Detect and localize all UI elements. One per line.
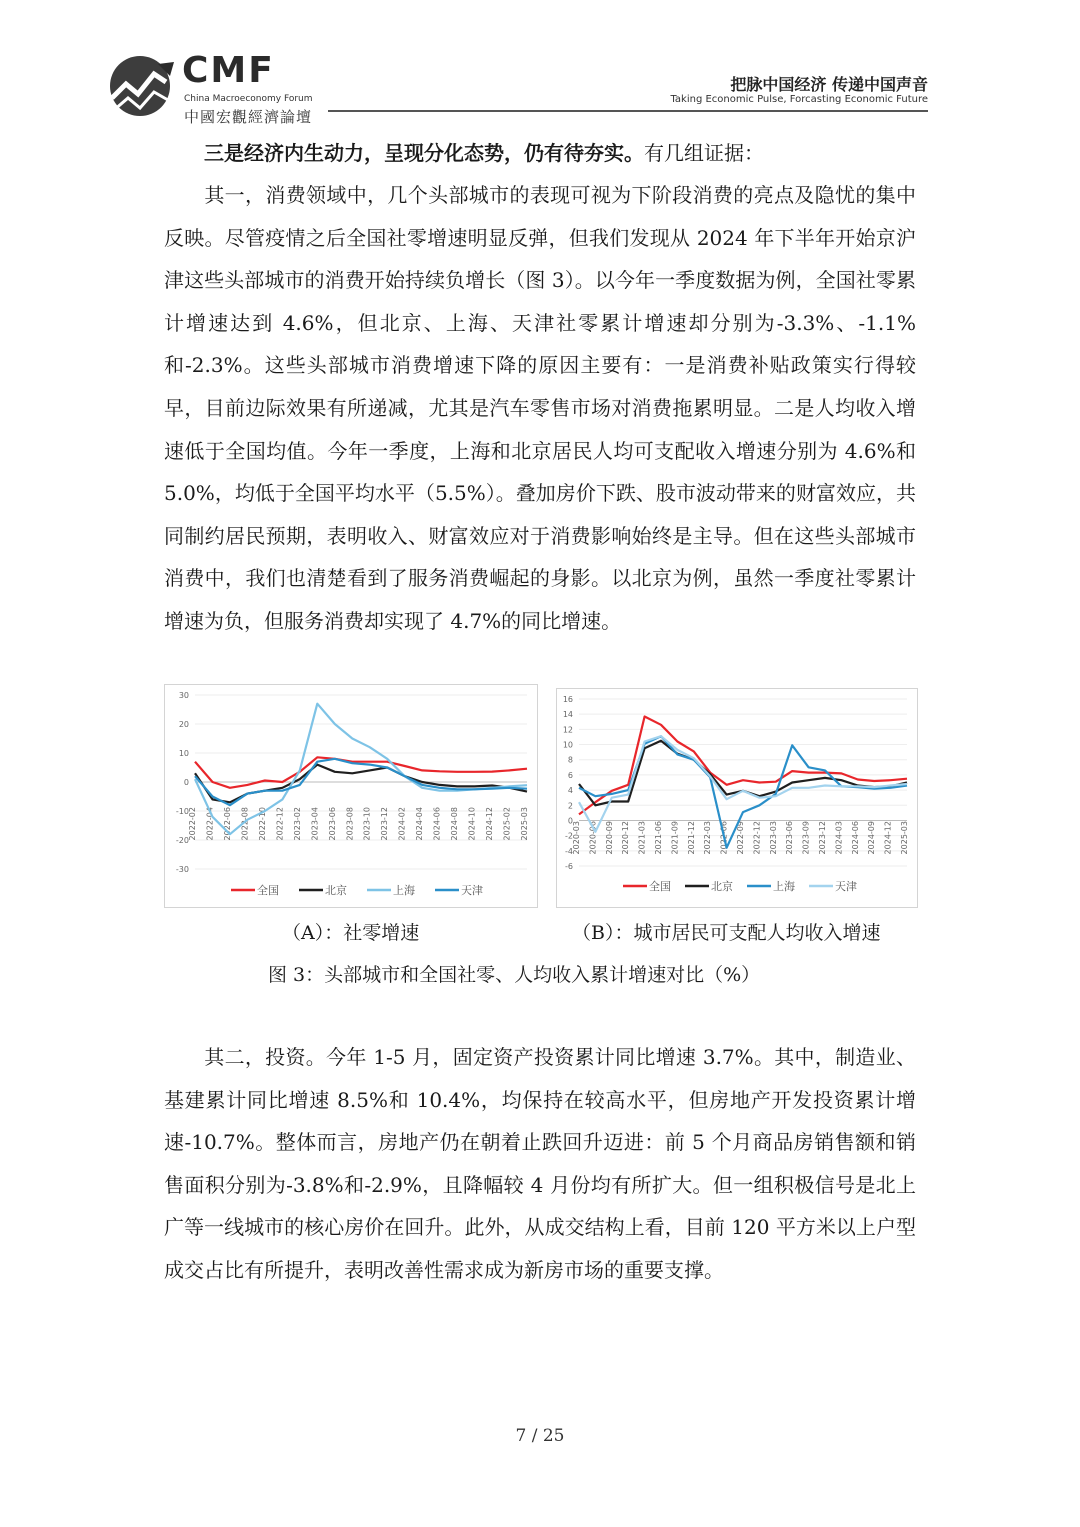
x-tick-label: 2021-03 bbox=[637, 821, 647, 855]
y-tick-label: -10 bbox=[175, 807, 189, 816]
x-tick-label: 2022-10 bbox=[257, 807, 267, 841]
legend-label: 上海 bbox=[393, 884, 415, 897]
x-tick-label: 2022-02 bbox=[188, 807, 197, 841]
y-tick-label: -20 bbox=[175, 836, 189, 845]
chart-income-growth bbox=[556, 688, 918, 908]
x-tick-label: 2020-03 bbox=[572, 821, 581, 855]
x-tick-label: 2023-04 bbox=[310, 807, 320, 841]
y-tick-label: 0 bbox=[183, 778, 189, 787]
slogan-cn: 把脉中国经济 传递中国声音 bbox=[730, 75, 928, 94]
x-tick-label: 2022-09 bbox=[736, 821, 745, 855]
x-tick-label: 2024-02 bbox=[397, 807, 407, 841]
x-tick-label: 2025-03 bbox=[520, 807, 529, 841]
x-tick-label: 2022-12 bbox=[275, 807, 285, 841]
chart-income-growth-svg bbox=[557, 689, 917, 907]
x-tick-label: 2022-08 bbox=[240, 807, 250, 841]
x-tick-label: 2023-09 bbox=[801, 821, 811, 855]
legend-label: 天津 bbox=[835, 880, 857, 893]
y-tick-label: 2 bbox=[567, 801, 573, 811]
logo-text: CMF bbox=[182, 50, 275, 91]
x-tick-label: 2021-09 bbox=[670, 821, 680, 855]
x-tick-label: 2024-10 bbox=[467, 807, 477, 841]
x-tick-label: 2024-03 bbox=[834, 821, 844, 855]
y-tick-label: 12 bbox=[562, 725, 573, 735]
x-tick-label: 2022-04 bbox=[205, 807, 215, 841]
x-tick-label: 2024-04 bbox=[415, 807, 425, 841]
x-tick-label: 2024-12 bbox=[883, 821, 893, 855]
x-tick-label: 2023-06 bbox=[785, 821, 795, 855]
header-divider bbox=[328, 110, 928, 112]
x-tick-label: 2023-08 bbox=[345, 807, 355, 841]
slogan-en: Taking Economic Pulse, Forcasting Economic Future bbox=[670, 94, 928, 105]
y-tick-label: 8 bbox=[567, 755, 573, 765]
cmf-logo bbox=[108, 50, 348, 126]
caption-chart-b: （B）：城市居民可支配人均收入增速 bbox=[572, 922, 881, 944]
x-tick-label: 2023-06 bbox=[327, 807, 337, 841]
x-tick-label: 2024-12 bbox=[485, 807, 495, 841]
x-tick-label: 2020-12 bbox=[621, 821, 631, 855]
y-tick-label: 30 bbox=[178, 691, 189, 700]
x-tick-label: 2023-10 bbox=[362, 807, 372, 841]
legend-label: 北京 bbox=[711, 880, 733, 893]
x-tick-label: 2021-12 bbox=[686, 821, 696, 855]
paragraph-investment-text: 其二，投资。今年 1-5 月，固定资产投资累计同比增速 3.7%。其中，制造业、基建累计同比增速 8.5%和 10.4%，均保持在较高水平，但房地产开发投资累计增速-10.7%。整体而言，房地产仍在朝着止跌回升迈进：前 5 个月商品房销售额和销售面积分别为-3.8%和-2.9%，且降幅较 4 月份均有所扩大。但一组积极信号是北上广等一线城市的核心房价在回升。此外，从成交结构上看，目前 120 平方米以上户型成交占比有所提升，表明改善性需求成为新房市场的重要支撑。 bbox=[164, 1045, 916, 1282]
series-line-北京 bbox=[195, 765, 527, 803]
y-tick-label: -6 bbox=[565, 862, 573, 871]
x-tick-label: 2023-12 bbox=[380, 807, 390, 841]
legend-label: 北京 bbox=[325, 884, 347, 897]
x-tick-label: 2024-06 bbox=[850, 821, 860, 855]
paragraph-lead: 三是经济内生动力，呈现分化态势，仍有待夯实。 bbox=[204, 141, 644, 165]
y-tick-label: 14 bbox=[562, 710, 573, 720]
x-tick-label: 2023-02 bbox=[292, 807, 302, 841]
legend-label: 全国 bbox=[257, 884, 279, 897]
y-tick-label: -30 bbox=[175, 865, 189, 874]
y-tick-label: -2 bbox=[565, 831, 573, 841]
legend-label: 全国 bbox=[649, 880, 671, 893]
x-tick-label: 2025-02 bbox=[502, 807, 512, 841]
y-tick-label: -4 bbox=[565, 846, 573, 856]
figure-caption: 图 3：头部城市和全国社零、人均收入累计增速对比（%） bbox=[268, 964, 761, 986]
y-tick-label: 6 bbox=[567, 770, 573, 780]
caption-chart-a: （A）：社零增速 bbox=[282, 922, 420, 944]
legend-label: 天津 bbox=[461, 884, 483, 897]
y-tick-label: 16 bbox=[562, 695, 573, 704]
x-tick-label: 2022-06 bbox=[719, 821, 729, 855]
x-tick-label: 2024-09 bbox=[867, 821, 877, 855]
x-tick-label: 2024-06 bbox=[432, 807, 442, 841]
logo-subtitle-en: China Macroeconomy Forum bbox=[184, 94, 313, 104]
paragraph-intro bbox=[164, 132, 916, 175]
x-tick-label: 2022-12 bbox=[752, 821, 762, 855]
paragraph-consumption bbox=[164, 174, 916, 643]
logo-subtitle-cn: 中國宏觀經濟論壇 bbox=[184, 108, 313, 126]
chart-retail-sales bbox=[164, 684, 538, 908]
y-tick-label: 4 bbox=[567, 786, 573, 796]
x-tick-label: 2025-03 bbox=[900, 821, 909, 855]
x-tick-label: 2020-06 bbox=[588, 821, 598, 855]
y-tick-label: 0 bbox=[567, 816, 573, 826]
x-tick-label: 2021-06 bbox=[654, 821, 663, 855]
y-tick-label: 10 bbox=[178, 749, 189, 758]
paragraph-investment bbox=[164, 1036, 916, 1292]
x-tick-label: 2022-03 bbox=[703, 821, 713, 855]
x-tick-label: 2024-08 bbox=[450, 807, 460, 841]
x-tick-label: 2023-12 bbox=[818, 821, 827, 855]
y-tick-label: 10 bbox=[562, 740, 573, 750]
paragraph-lead-rest: 有几组证据： bbox=[644, 141, 764, 165]
y-tick-label: 20 bbox=[178, 720, 189, 729]
cmf-logo-icon bbox=[108, 54, 178, 118]
x-tick-label: 2020-09 bbox=[604, 821, 614, 855]
chart-retail-sales-svg bbox=[165, 685, 537, 907]
x-tick-label: 2022-06 bbox=[222, 807, 232, 841]
x-tick-label: 2023-03 bbox=[768, 821, 778, 855]
legend-label: 上海 bbox=[773, 880, 795, 893]
paragraph-consumption-text: 其一，消费领域中，几个头部城市的表现可视为下阶段消费的亮点及隐忧的集中反映。尽管疫情之后全国社零增速明显反弹，但我们发现从 2024 年下半年开始京沪津这些头部城市的消费开始持续负增长（图 3）。以今年一季度数据为例，全国社零累计增速达到 4.6%，但北京、上海、天津社零累计增速却分别为-3.3%、-1.1%和-2.3%。这些头部城市消费增速下降的原因主要有：一是消费补贴政策实行得较早，目前边际效果有所递减，尤其是汽车零售市场对消费拖累明显。二是人均收入增速低于全国均值。今年一季度，上海和北京居民人均可支配收入增速分别为 4.6%和 5.0%，均低于全国平均水平（5.5%）。叠加房价下跌、股市波动带来的财富效应，共同制约居民预期，表明收入、财富效应对于消费影响始终是主导。但在这些头部城市消费中，我们也清楚看到了服务消费崛起的身影。以北京为例，虽然一季度社零累计增速为负，但服务消费却实现了 4.7%的同比增速。 bbox=[164, 183, 916, 633]
page-number: 7 / 25 bbox=[515, 1426, 565, 1446]
